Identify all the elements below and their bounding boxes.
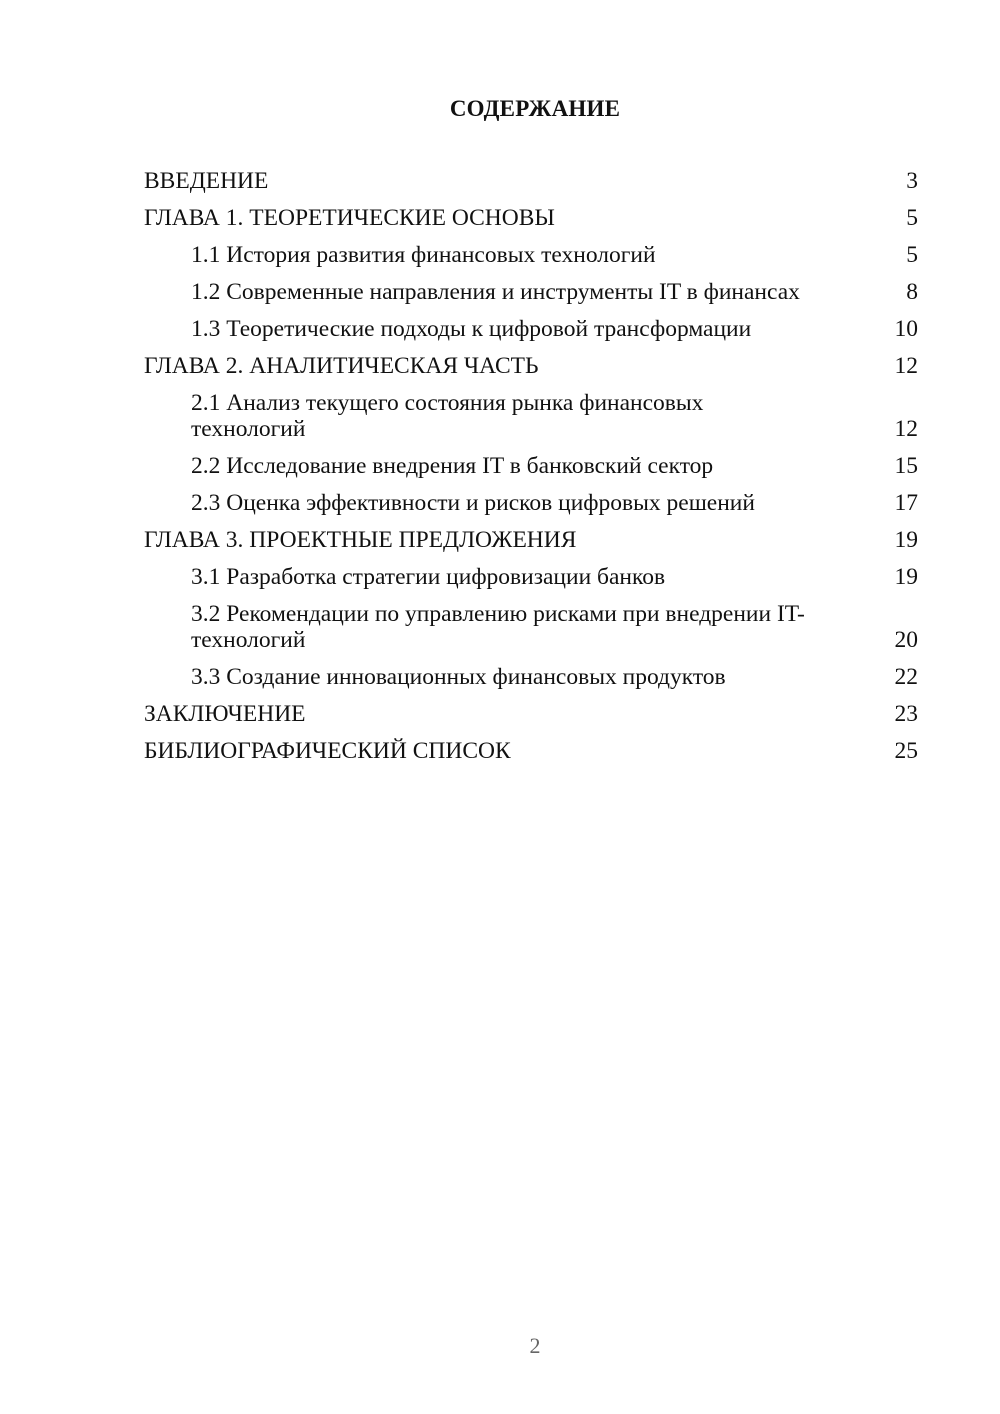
toc-entry-section-2-1[interactable] [144,390,918,442]
toc-entry-conclusion[interactable] [144,701,918,727]
toc-entry-section-1-3[interactable] [144,316,918,342]
toc-entry-section-3-2[interactable] [144,601,918,653]
toc-entry-page: 19 [894,527,918,553]
toc-entry-page: 15 [894,453,918,479]
toc-entry-bibliography[interactable] [144,738,918,764]
toc-entry-page: 5 [906,242,918,268]
toc-entry-page: 20 [894,627,918,653]
toc-entry-label: 1.1 История развития финансовых технологий [191,242,656,268]
toc-entry-section-3-3[interactable] [144,664,918,690]
toc-entry-section-3-1[interactable] [144,564,918,590]
toc-entry-label: 1.2 Современные направления и инструменты IT в финансах [191,279,800,305]
toc-entry-label: ГЛАВА 1. ТЕОРЕТИЧЕСКИЕ ОСНОВЫ [144,205,555,231]
toc-entry-page: 12 [894,353,918,379]
toc-entry-label: 2.3 Оценка эффективности и рисков цифровых решений [191,490,755,516]
toc-entry-section-2-2[interactable] [144,453,918,479]
toc-entry-label: ГЛАВА 2. АНАЛИТИЧЕСКАЯ ЧАСТЬ [144,353,539,379]
toc-entry-label: 1.3 Теоретические подходы к цифровой трансформации [191,316,752,342]
toc-entry-label: 2.2 Исследование внедрения IT в банковский сектор [191,453,714,479]
toc-entry-section-1-1[interactable] [144,242,918,268]
toc-entry-page: 5 [906,205,918,231]
toc-entry-label: ЗАКЛЮЧЕНИЕ [144,701,306,727]
toc-entry-page: 8 [906,279,918,305]
toc-entry-section-1-2[interactable] [144,279,918,305]
toc-entry-label: 3.2 Рекомендации по управлению рисками при внедрении IT-технологий [191,601,805,653]
toc-entry-label: 3.1 Разработка стратегии цифровизации банков [191,564,666,590]
toc-entry-page: 10 [894,316,918,342]
toc-entry-label: БИБЛИОГРАФИЧЕСКИЙ СПИСОК [144,738,511,764]
page-number: 2 [529,1333,541,1358]
toc-entry-page: 23 [894,701,918,727]
toc-entry-label: 2.1 Анализ текущего состояния рынка финансовых технологий [191,390,704,442]
toc-entry-label: ГЛАВА 3. ПРОЕКТНЫЕ ПРЕДЛОЖЕНИЯ [144,527,577,553]
table-of-contents [144,168,918,775]
toc-entry-page: 22 [894,664,918,690]
toc-entry-page: 25 [894,738,918,764]
toc-entry-page: 19 [894,564,918,590]
page-title: СОДЕРЖАНИЕ [449,96,621,121]
toc-entry-page: 3 [906,168,918,194]
toc-entry-chapter-1[interactable] [144,205,918,231]
toc-entry-label: ВВЕДЕНИЕ [144,168,269,194]
toc-entry-label: 3.3 Создание инновационных финансовых продуктов [191,664,726,690]
toc-entry-page: 12 [894,416,918,442]
toc-entry-section-2-3[interactable] [144,490,918,516]
toc-entry-page: 17 [894,490,918,516]
toc-entry-chapter-3[interactable] [144,527,918,553]
toc-entry-introduction[interactable] [144,168,918,194]
toc-entry-chapter-2[interactable] [144,353,918,379]
